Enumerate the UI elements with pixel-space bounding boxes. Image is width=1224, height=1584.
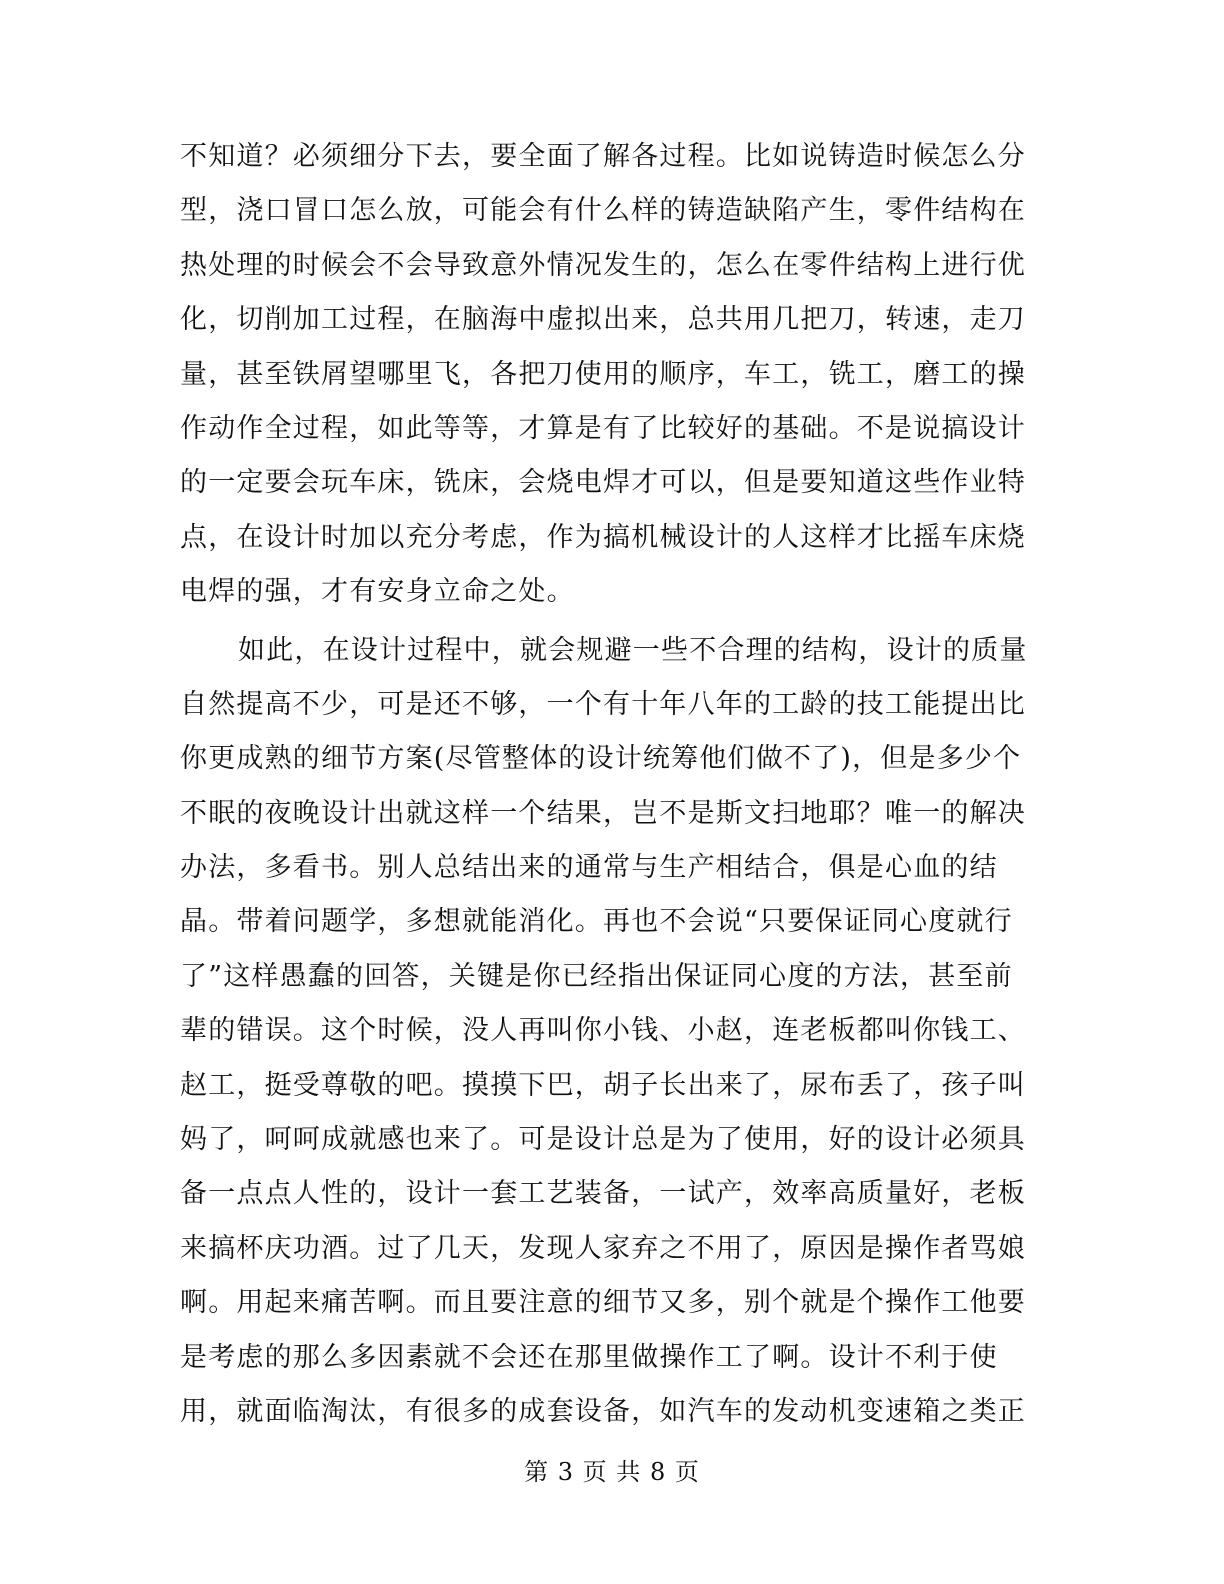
text-line: 自然提高不少，可是还不够，一个有十年八年的工龄的技工能提出比 [180, 688, 1026, 720]
text-line: 量，甚至铁屑望哪里飞，各把刀使用的顺序，车工，铣工，磨工的操 [180, 358, 1026, 390]
text-line: 热处理的时候会不会导致意外情况发生的，怎么在零件结构上进行优 [180, 249, 1026, 281]
page-number-footer: 第 3 页 共 8 页 [524, 1458, 700, 1486]
text-line: 的一定要会玩车床，铣床，会烧电焊才可以，但是要知道这些作业特 [180, 467, 1026, 499]
paragraph-1 [180, 130, 1026, 620]
text-line-indented: 如此，在设计过程中，就会规避一些不合理的结构，设计的质量 [238, 634, 1028, 666]
text-line: 点，在设计时加以充分考虑，作为搞机械设计的人这样才比摇车床烧 [180, 521, 1026, 553]
text-line: 化，切削加工过程，在脑海中虚拟出来，总共用几把刀，转速，走刀 [180, 304, 1026, 336]
text-line: 备一点点人性的，设计一套工艺装备，一试产，效率高质量好，老板 [180, 1178, 1026, 1210]
text-line: 赵工，挺受尊敬的吧。摸摸下巴，胡子长出来了，尿布丢了，孩子叫 [180, 1069, 1026, 1101]
text-line: 你更成熟的细节方案(尽管整体的设计统筹他们做不了)，但是多少个 [180, 743, 1022, 775]
text-line: 是考虑的那么多因素就不会还在那里做操作工了啊。设计不利于使 [180, 1341, 998, 1373]
body-text [180, 130, 1028, 1439]
paragraph-2 [180, 624, 1028, 1440]
text-line: 电焊的强，才有安身立命之处。 [180, 576, 575, 608]
text-line: 作动作全过程，如此等等，才算是有了比较好的基础。不是说搞设计 [180, 412, 1026, 444]
text-line: 妈了，呵呵成就感也来了。可是设计总是为了使用，好的设计必须具 [180, 1124, 1026, 1156]
text-line: 型，浇口冒口怎么放，可能会有什么样的铸造缺陷产生，零件结构在 [180, 195, 1026, 227]
text-line: 晶。带着问题学，多想就能消化。再也不会说“只要保证同心度就行 [180, 906, 1013, 938]
text-line: 不眠的夜晚设计出就这样一个结果，岂不是斯文扫地耶？唯一的解决 [180, 797, 1026, 829]
text-line: 了”这样愚蠢的回答，关键是你已经指出保证同心度的方法，甚至前 [180, 960, 1013, 992]
text-line: 辈的错误。这个时候，没人再叫你小钱、小赵，连老板都叫你钱工、 [180, 1015, 1026, 1047]
text-line: 不知道？必须细分下去，要全面了解各过程。比如说铸造时候怎么分 [180, 141, 1026, 172]
text-line: 办法，多看书。别人总结出来的通常与生产相结合，俱是心血的结 [180, 852, 998, 884]
text-line: 来搞杯庆功酒。过了几天，发现人家弃之不用了，原因是操作者骂娘 [180, 1232, 1026, 1264]
text-line: 用，就面临淘汰，有很多的成套设备，如汽车的发动机变速箱之类正 [180, 1395, 1026, 1427]
text-line: 啊。用起来痛苦啊。而且要注意的细节又多，别个就是个操作工他要 [180, 1287, 1026, 1319]
